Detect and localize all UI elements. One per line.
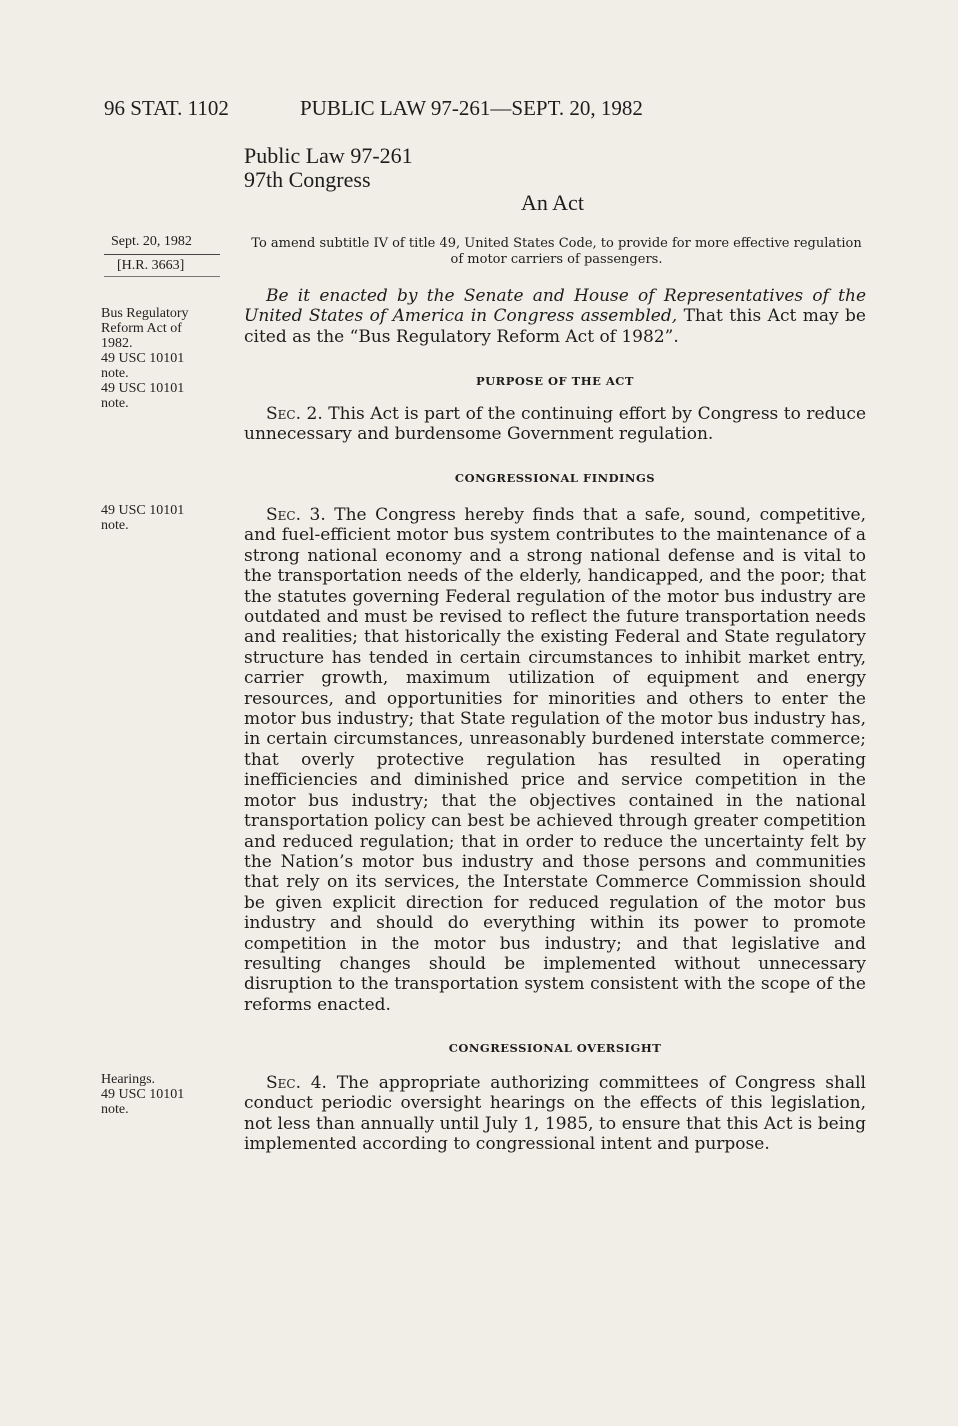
margin-note-line: note. [101,518,129,533]
margin-note-1 [101,306,189,411]
margin-bill-number: [H.R. 3663] [117,258,185,273]
margin-note-line: Bus Regulatory [101,306,189,321]
margin-note-line: 49 USC 10101 [101,351,185,366]
title-block [244,144,413,192]
margin-note-line: 49 USC 10101 [101,1087,185,1102]
section-label: Sec. 2. [266,404,323,424]
margin-note-line: Hearings. [101,1072,156,1087]
margin-note-line: Reform Act of [101,321,182,336]
section-text: This Act is part of the continuing effort by Congress to reduce unnecessary and burdensome Government regulation. [244,404,866,445]
enacting-clause [244,286,866,347]
margin-note-3 [101,1072,184,1117]
section-heading-findings: CONGRESSIONAL FINDINGS [454,471,656,485]
margin-note-line: 1982. [101,336,133,351]
an-act-heading: An Act [521,190,584,215]
section-heading-oversight: CONGRESSIONAL OVERSIGHT [448,1041,662,1055]
enacting-clause-italic: Be it enacted by the Senate and House of Representatives of the United States of America in Congress assembled, [244,286,866,327]
margin-rule-top [104,254,220,255]
margin-note-line: 49 USC 10101 [101,381,185,396]
section-label: Sec. 3. [266,505,326,525]
stat-page-number: 96 STAT. 1102 [104,96,229,120]
margin-rule-bottom [104,276,220,277]
margin-note-line: note. [101,396,129,411]
section-text: The appropriate authorizing committees of Congress shall conduct periodic oversight hearings on the effects of this legislation, not less than annually until July 1, 1985, to ensure that this Act is being implemented according to congressional intent and purpose. [244,1073,866,1155]
section-3-paragraph [244,505,866,1015]
section-text: The Congress hereby finds that a safe, sound, competitive, and fuel-efficient motor bus system contributes to the maintenance of a strong national economy and a strong national defense and is vital to the transportation needs of the elderly, handicapped, and the poor; that the statutes governing Federal regulation of the motor bus industry are outdated and must be revised to reflect the future transportation needs and realities; that historically the existing Federal and State regulatory structure has tended in certain circumstances to inhibit market entry, carrier growth, maximum utilization of equipment and energy resources, and opportunities for minorities and others to enter the motor bus industry; that State regulation of the motor bus industry has, in certain circumstances, unreasonably burdened interstate commerce; that overly protective regulation has resulted in operating inefficiencies and diminished price and service competition in the motor bus industry; that the objectives contained in the national transportation policy can best be achieved through greater competition and reduced regulation; that in order to reduce the uncertainty felt by the Nation’s motor bus industry and those persons and communities that rely on its services, the Interstate Commerce Commission should be given explicit direction for reduced regulation of the motor bus industry and should do everything within its power to promote competition in the motor bus industry; and that legislative and resulting changes should be implemented without unnecessary disruption to the transportation system consistent with the scope of the reforms enacted. [244,505,866,1015]
law-number: Public Law 97-261 [244,143,413,168]
section-heading-purpose: PURPOSE OF THE ACT [476,374,634,388]
congress-number: 97th Congress [244,167,371,192]
purpose-line: To amend subtitle IV of title 49, United States Code, to provide for more effective regulation of motor carriers of passengers. [251,236,862,267]
section-4-paragraph [244,1073,866,1155]
enacting-clause-rest: That this Act may be cited as the “Bus Regulatory Reform Act of 1982”. [244,306,866,347]
margin-note-line: note. [101,1102,129,1117]
margin-note-line: 49 USC 10101 [101,503,185,518]
running-head: PUBLIC LAW 97-261—SEPT. 20, 1982 [300,96,643,120]
margin-date: Sept. 20, 1982 [111,234,192,249]
margin-note-2 [101,503,184,533]
margin-note-line: note. [101,366,129,381]
section-2-paragraph [244,404,866,445]
section-label: Sec. 4. [266,1073,327,1093]
